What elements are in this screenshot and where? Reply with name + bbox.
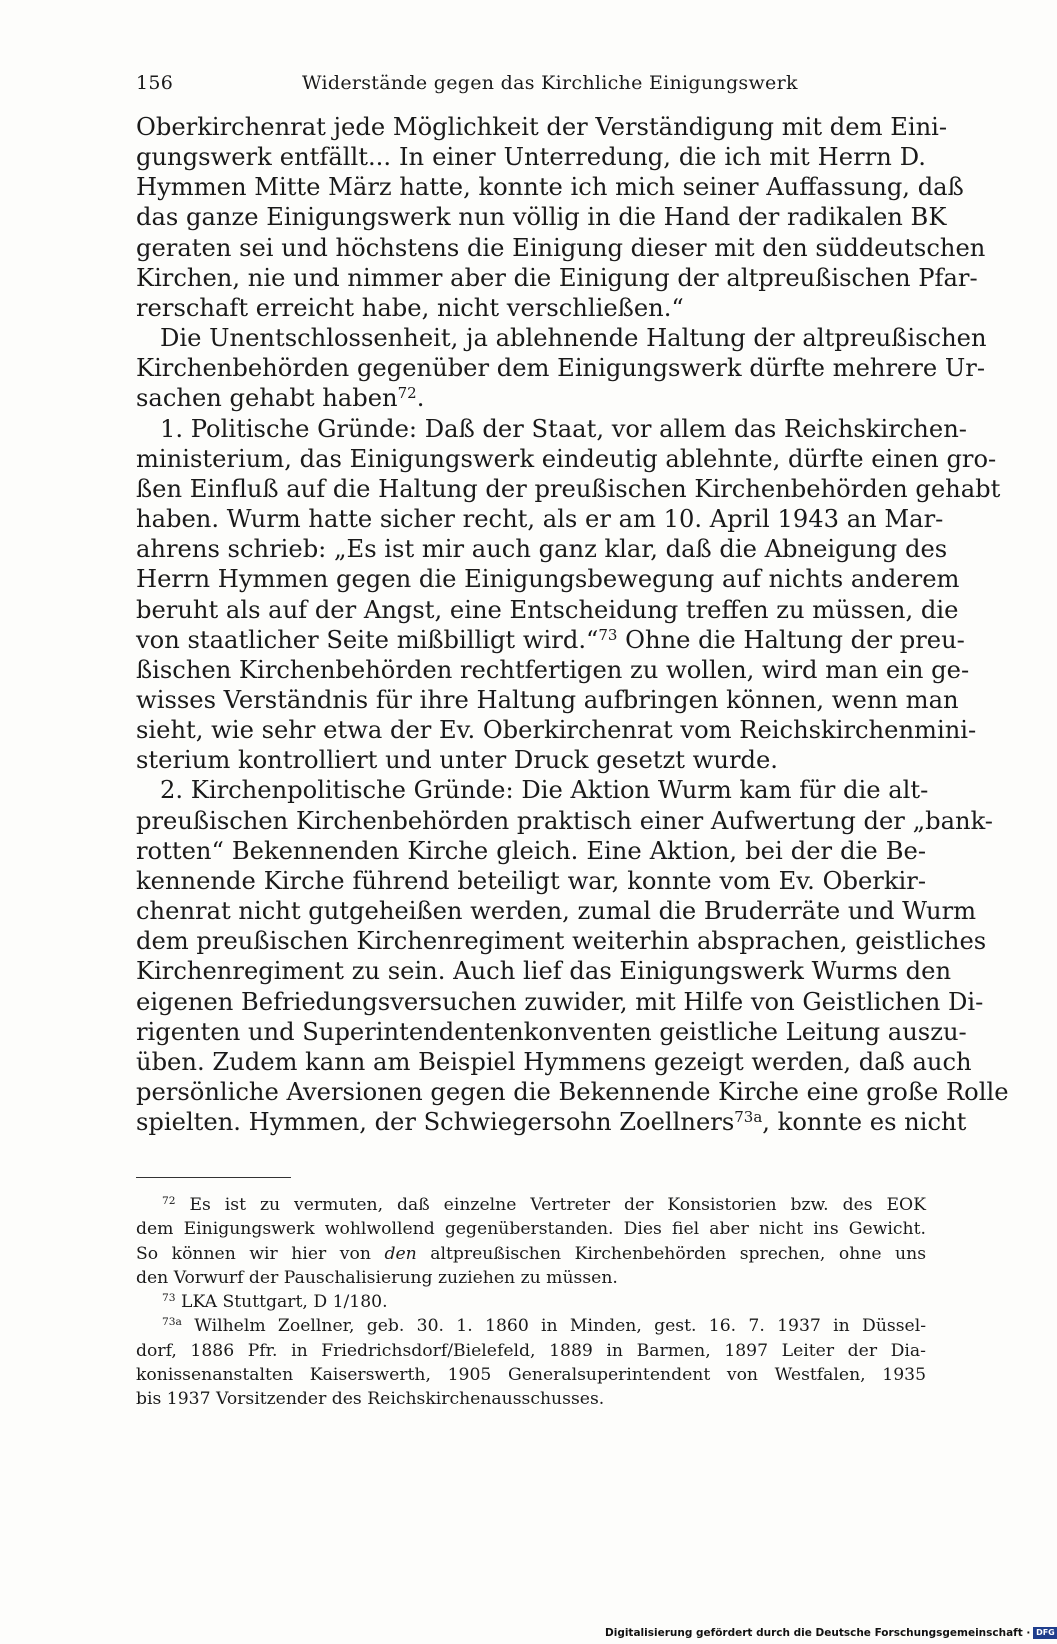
footnote-73a-line: konissenanstalten Kaiserswerth, 1905 Generalsuperintendent von Westfalen, 1935 — [136, 1364, 926, 1385]
body-line: sterium kontrolliert und unter Druck gesetzt wurde. — [136, 746, 778, 775]
footnote-ref-73a: 73a — [734, 1107, 763, 1126]
body-line: eigenen Befriedungsversuchen zuwider, mit Hilfe von Geistlichen Di- — [136, 987, 984, 1016]
body-line: preußischen Kirchenbehörden praktisch einer Aufwertung der „bank- — [136, 806, 993, 835]
body-text — [136, 112, 1009, 1137]
body-line: üben. Zudem kann am Beispiel Hymmens gezeigt werden, daß auch — [136, 1047, 972, 1076]
footnote-text: Wilhelm Zoellner, geb. 30. 1. 1860 in Minden, gest. 16. 7. 1937 in Düssel- — [194, 1316, 927, 1337]
body-line: das ganze Einigungswerk nun völlig in die Hand der radikalen BK — [136, 203, 947, 232]
body-line: chenrat nicht gutgeheißen werden, zumal die Bruderräte und Wurm — [136, 897, 977, 926]
body-text-fragment: , konnte es nicht — [762, 1108, 967, 1137]
body-line: Kirchenbehörden gegenüber dem Einigungswerk dürfte mehrere Ur- — [136, 354, 986, 383]
body-text-fragment: spielten. Hymmen, der Schwiegersohn Zoellners — [136, 1108, 735, 1137]
footnote-text: So können wir hier von — [136, 1243, 371, 1264]
body-line: gungswerk entfällt... In einer Unterredung, die ich mit Herrn D. — [136, 143, 926, 172]
body-text-fragment: Ohne die Haltung der preu- — [625, 625, 965, 654]
footnote-73a-line: dorf, 1886 Pfr. in Friedrichsdorf/Bielefeld, 1889 in Barmen, 1897 Leiter der Dia- — [136, 1340, 926, 1361]
footnote-72-line — [136, 1193, 926, 1217]
footnote-marker-73: 73 — [162, 1291, 176, 1305]
footnote-72-line: dem Einigungswerk wohlwollend gegenüberstanden. Dies fiel aber nicht ins Gewicht. — [136, 1219, 926, 1240]
footnote-text: altpreußischen Kirchenbehörden sprechen, ohne uns — [430, 1243, 927, 1264]
body-line: kennende Kirche führend beteiligt war, konnte vom Ev. Oberkir- — [136, 866, 926, 895]
body-line: rerschaft erreicht habe, nicht verschließen.“ — [136, 293, 684, 322]
paragraph-first-line: 1. Politische Gründe: Daß der Staat, vor allem das Reichskirchen- — [160, 414, 967, 443]
body-line: Kirchen, nie und nimmer aber die Einigung der altpreußischen Pfar- — [136, 263, 978, 292]
digitization-credit — [605, 1625, 1055, 1641]
footnote-73a-line — [136, 1314, 926, 1338]
body-line: rigenten und Superintendentenkonventen geistliche Leitung auszu- — [136, 1017, 967, 1046]
footnote-marker-73a: 73a — [162, 1315, 182, 1329]
body-line: geraten sei und höchstens die Einigung dieser mit den süddeutschen — [136, 233, 986, 262]
footnotes — [136, 1193, 926, 1411]
body-line: beruht als auf der Angst, eine Entscheidung treffen zu müssen, die — [136, 595, 959, 624]
footnote-divider — [136, 1177, 291, 1178]
body-line: ßischen Kirchenbehörden rechtfertigen zu wollen, wird man ein ge- — [136, 655, 970, 684]
footnote-73-line — [136, 1290, 926, 1314]
body-line — [136, 625, 965, 655]
body-line: rotten“ Bekennenden Kirche gleich. Eine Aktion, bei der die Be- — [136, 836, 926, 865]
body-line: ministerium, das Einigungswerk eindeutig ablehnte, dürfte einen gro- — [136, 444, 997, 473]
footnote-marker-72: 72 — [162, 1194, 176, 1208]
footnote-text: LKA Stuttgart, D 1/180. — [181, 1292, 388, 1312]
footnote-ref-73: 73 — [598, 625, 618, 644]
dfg-logo-icon: DFG — [1033, 1627, 1057, 1639]
body-line — [136, 1107, 967, 1137]
body-line: haben. Wurm hatte sicher recht, als er am 10. April 1943 an Mar- — [136, 505, 944, 534]
footnote-emphasis: den — [384, 1243, 417, 1264]
body-line: ahrens schrieb: „Es ist mir auch ganz klar, daß die Abneigung des — [136, 535, 948, 564]
body-line: ßen Einfluß auf die Haltung der preußischen Kirchenbehörden gehabt — [136, 474, 1001, 503]
body-line: wisses Verständnis für ihre Haltung aufbringen können, wenn man — [136, 685, 959, 714]
body-text-fragment: sachen gehabt haben — [136, 384, 398, 413]
paragraph-first-line: 2. Kirchenpolitische Gründe: Die Aktion Wurm kam für die alt- — [160, 776, 929, 805]
footnote-72-line: den Vorwurf der Pauschalisierung zuziehen zu müssen. — [136, 1267, 618, 1288]
footnote-ref-72: 72 — [397, 384, 417, 403]
body-line: Herrn Hymmen gegen die Einigungsbewegung auf nichts anderem — [136, 565, 960, 594]
body-line: Hymmen Mitte März hatte, konnte ich mich seiner Auffassung, daß — [136, 173, 964, 202]
body-line: Kirchenregiment zu sein. Auch lief das Einigungswerk Wurms den — [136, 957, 952, 986]
paragraph-first-line: Die Unentschlossenheit, ja ablehnende Haltung der altpreußischen — [160, 324, 987, 353]
body-line: persönliche Aversionen gegen die Bekennende Kirche eine große Rolle — [136, 1078, 1009, 1106]
body-line: sieht, wie sehr etwa der Ev. Oberkirchenrat vom Reichskirchenmini- — [136, 716, 977, 745]
page-number: 156 — [136, 72, 174, 94]
footnote-72-line — [136, 1242, 926, 1266]
digitization-credit-text: Digitalisierung gefördert durch die Deutsche Forschungsgemeinschaft · — [605, 1627, 1031, 1639]
footnote-text: Es ist zu vermuten, daß einzelne Vertreter der Konsistorien bzw. des EOK — [189, 1195, 926, 1215]
running-head: Widerstände gegen das Kirchliche Einigungswerk — [302, 72, 798, 94]
body-line: sachen gehabt haben$^{72}$. — [136, 384, 425, 413]
footnote-73a-line: bis 1937 Vorsitzender des Reichskirchenausschusses. — [136, 1389, 605, 1409]
body-line: dem preußischen Kirchenregiment weiterhin absprachen, geistliches — [136, 927, 987, 956]
body-line: Oberkirchenrat jede Möglichkeit der Verständigung mit dem Eini- — [136, 113, 948, 141]
body-text-fragment: von staatlicher Seite mißbilligt wird.“ — [136, 625, 599, 654]
